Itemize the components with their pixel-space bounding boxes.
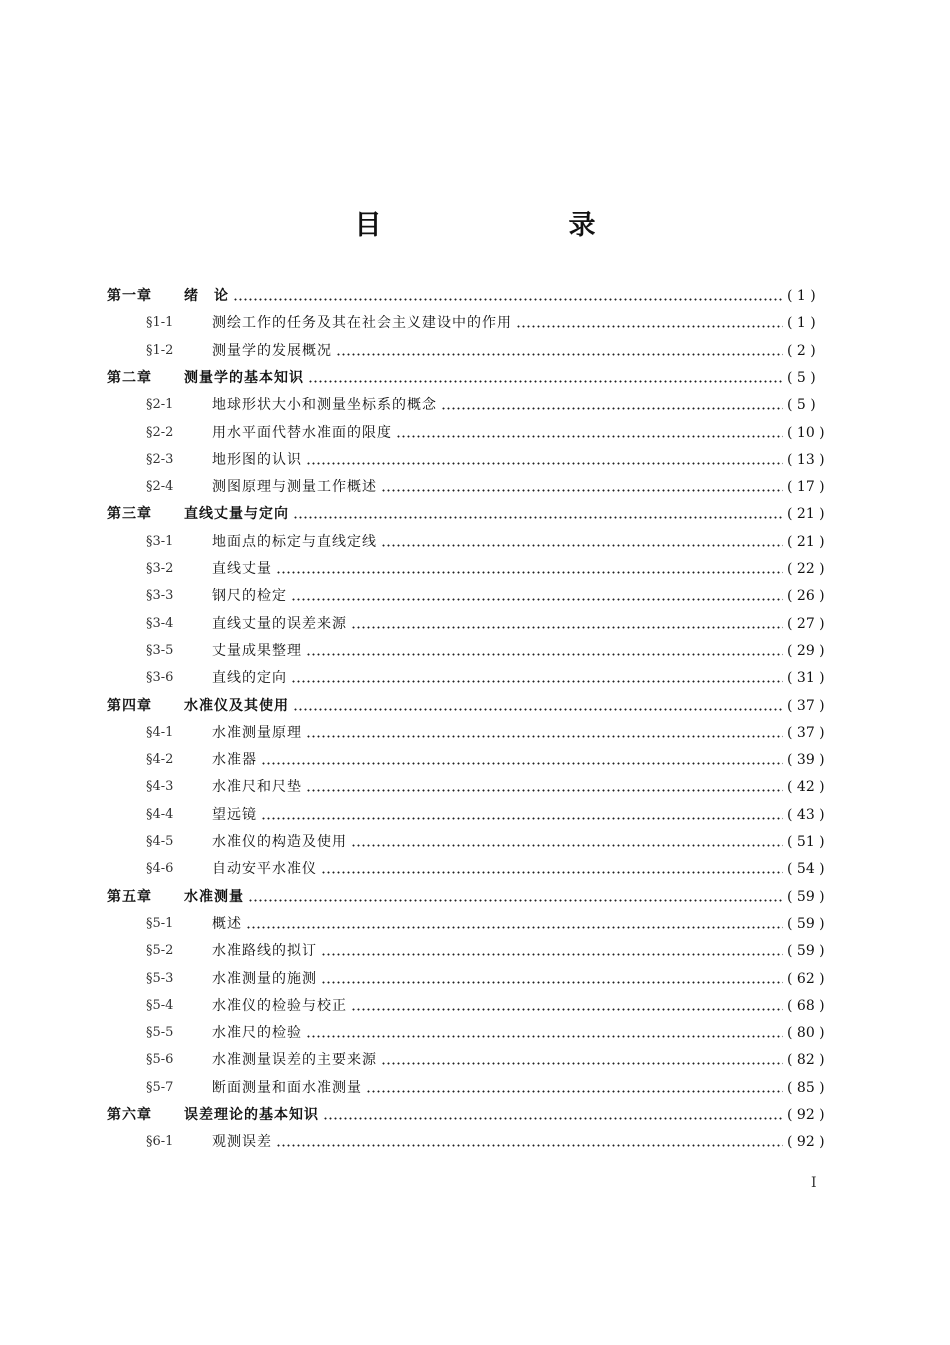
toc-section-row xyxy=(146,1075,837,1101)
toc-section-row xyxy=(146,856,837,882)
toc-section-row xyxy=(146,966,837,992)
section-number: §2-1 xyxy=(146,397,174,412)
page-reference: ( 5 ) xyxy=(787,397,816,413)
section-title: 钢尺的检定 xyxy=(212,588,287,604)
page-reference: ( 80 ) xyxy=(787,1025,825,1041)
dot-leader xyxy=(321,981,783,984)
page-reference: ( 92 ) xyxy=(787,1107,825,1123)
page-reference: ( 5 ) xyxy=(787,370,816,386)
toc-section-row xyxy=(146,392,837,418)
page-reference: ( 37 ) xyxy=(787,725,825,741)
section-title: 断面测量和面水准测量 xyxy=(212,1080,362,1096)
toc-section-row xyxy=(146,993,837,1019)
page-reference: ( 1 ) xyxy=(787,288,816,304)
dot-leader xyxy=(306,735,783,738)
toc-section-row xyxy=(146,447,837,473)
section-number: §5-4 xyxy=(146,998,174,1013)
page-reference: ( 59 ) xyxy=(787,889,825,905)
section-number: §3-5 xyxy=(146,643,174,658)
toc-section-row xyxy=(146,338,837,364)
toc-section-row xyxy=(146,665,837,691)
dot-leader xyxy=(248,899,783,902)
section-title: 直线丈量的误差来源 xyxy=(212,616,347,632)
dot-leader xyxy=(306,653,783,656)
page-reference: ( 85 ) xyxy=(787,1080,825,1096)
chapter-title: 误差理论的基本知识 xyxy=(184,1107,319,1123)
dot-leader xyxy=(381,544,783,547)
section-title: 水准器 xyxy=(212,752,257,768)
toc-section-row xyxy=(146,1020,837,1046)
section-title: 水准测量的施测 xyxy=(212,971,317,987)
page-reference: ( 31 ) xyxy=(787,670,825,686)
dot-leader xyxy=(306,462,783,465)
toc-chapter-row xyxy=(107,501,837,527)
section-number: §3-2 xyxy=(146,561,174,576)
page-reference: ( 13 ) xyxy=(787,452,825,468)
page-reference: ( 21 ) xyxy=(787,506,825,522)
section-title: 地形图的认识 xyxy=(212,452,302,468)
section-number: §5-5 xyxy=(146,1025,174,1040)
section-title: 测绘工作的任务及其在社会主义建设中的作用 xyxy=(212,315,512,331)
page-reference: ( 68 ) xyxy=(787,998,825,1014)
toc-section-row xyxy=(146,611,837,637)
chapter-number: 第二章 xyxy=(107,370,152,386)
section-number: §5-3 xyxy=(146,971,174,986)
dot-leader xyxy=(261,817,783,820)
section-number: §3-1 xyxy=(146,534,174,549)
toc-section-row xyxy=(146,774,837,800)
page-reference: ( 37 ) xyxy=(787,698,825,714)
section-title: 水准路线的拟订 xyxy=(212,943,317,959)
chapter-title: 直线丈量与定向 xyxy=(184,506,289,522)
section-number: §5-7 xyxy=(146,1080,174,1095)
page-reference: ( 17 ) xyxy=(787,479,825,495)
section-number: §1-1 xyxy=(146,315,174,330)
section-title: 自动安平水准仪 xyxy=(212,861,317,877)
page-reference: ( 39 ) xyxy=(787,752,825,768)
section-title: 地面点的标定与直线定线 xyxy=(212,534,377,550)
page-reference: ( 27 ) xyxy=(787,616,825,632)
section-title: 水准仪的构造及使用 xyxy=(212,834,347,850)
section-title: 测量学的发展概况 xyxy=(212,343,332,359)
dot-leader xyxy=(323,1117,783,1120)
section-title: 概述 xyxy=(212,916,242,932)
toc-section-row xyxy=(146,1129,837,1155)
section-title: 丈量成果整理 xyxy=(212,643,302,659)
toc-section-row xyxy=(146,720,837,746)
page-reference: ( 21 ) xyxy=(787,534,825,550)
toc-section-row xyxy=(146,938,837,964)
dot-leader xyxy=(336,353,783,356)
chapter-number: 第一章 xyxy=(107,288,152,304)
toc-section-row xyxy=(146,911,837,937)
toc-section-row xyxy=(146,583,837,609)
section-number: §5-1 xyxy=(146,916,174,931)
section-number: §3-3 xyxy=(146,588,174,603)
dot-leader xyxy=(276,1144,783,1147)
chapter-number: 第五章 xyxy=(107,889,152,905)
section-number: §2-3 xyxy=(146,452,174,467)
toc-section-row xyxy=(146,747,837,773)
page-reference: ( 42 ) xyxy=(787,779,825,795)
section-number: §2-2 xyxy=(146,425,174,440)
chapter-number: 第三章 xyxy=(107,506,152,522)
dot-leader xyxy=(291,598,783,601)
page-reference: ( 51 ) xyxy=(787,834,825,850)
dot-leader xyxy=(381,489,783,492)
chapter-title: 水准仪及其使用 xyxy=(184,698,289,714)
section-number: §4-3 xyxy=(146,779,174,794)
section-number: §1-2 xyxy=(146,343,174,358)
toc-section-row xyxy=(146,474,837,500)
section-title: 水准尺和尺垫 xyxy=(212,779,302,795)
section-title: 水准测量误差的主要来源 xyxy=(212,1052,377,1068)
dot-leader xyxy=(291,680,783,683)
section-title: 水准仪的检验与校正 xyxy=(212,998,347,1014)
dot-leader xyxy=(321,953,783,956)
page-number: I xyxy=(811,1175,817,1191)
section-title: 地球形状大小和测量坐标系的概念 xyxy=(212,397,437,413)
dot-leader xyxy=(261,762,783,765)
page-reference: ( 82 ) xyxy=(787,1052,825,1068)
section-number: §3-6 xyxy=(146,670,174,685)
section-title: 用水平面代替水准面的限度 xyxy=(212,425,392,441)
section-number: §4-2 xyxy=(146,752,174,767)
page-reference: ( 26 ) xyxy=(787,588,825,604)
section-number: §5-2 xyxy=(146,943,174,958)
dot-leader xyxy=(306,1035,783,1038)
section-title: 水准尺的检验 xyxy=(212,1025,302,1041)
page-reference: ( 54 ) xyxy=(787,861,825,877)
dot-leader xyxy=(246,926,783,929)
toc-chapter-row xyxy=(107,693,837,719)
chapter-number: 第六章 xyxy=(107,1107,152,1123)
section-title: 直线的定向 xyxy=(212,670,287,686)
section-title: 测图原理与测量工作概述 xyxy=(212,479,377,495)
dot-leader xyxy=(351,844,783,847)
dot-leader xyxy=(351,1008,783,1011)
page-title: 目 录 xyxy=(354,210,676,241)
section-number: §2-4 xyxy=(146,479,174,494)
dot-leader xyxy=(293,708,783,711)
page-reference: ( 59 ) xyxy=(787,943,825,959)
section-number: §4-4 xyxy=(146,807,174,822)
dot-leader xyxy=(293,516,783,519)
dot-leader xyxy=(396,435,783,438)
toc-section-row xyxy=(146,802,837,828)
section-number: §5-6 xyxy=(146,1052,174,1067)
page-reference: ( 29 ) xyxy=(787,643,825,659)
toc-section-row xyxy=(146,556,837,582)
section-title: 直线丈量 xyxy=(212,561,272,577)
chapter-number: 第四章 xyxy=(107,698,152,714)
toc-chapter-row xyxy=(107,283,837,309)
chapter-title: 水准测量 xyxy=(184,889,244,905)
section-number: §4-6 xyxy=(146,861,174,876)
chapter-title: 绪 论 xyxy=(184,288,229,304)
toc-chapter-row xyxy=(107,365,837,391)
dot-leader xyxy=(233,298,783,301)
section-number: §6-1 xyxy=(146,1134,174,1149)
toc-section-row xyxy=(146,638,837,664)
section-title: 观测误差 xyxy=(212,1134,272,1150)
dot-leader xyxy=(306,789,783,792)
page-reference: ( 10 ) xyxy=(787,425,825,441)
section-number: §3-4 xyxy=(146,616,174,631)
page-reference: ( 22 ) xyxy=(787,561,825,577)
toc-section-row xyxy=(146,829,837,855)
dot-leader xyxy=(308,380,783,383)
dot-leader xyxy=(351,626,783,629)
toc-section-row xyxy=(146,529,837,555)
toc-section-row xyxy=(146,1047,837,1073)
section-number: §4-5 xyxy=(146,834,174,849)
dot-leader xyxy=(276,571,783,574)
page-reference: ( 59 ) xyxy=(787,916,825,932)
page-reference: ( 62 ) xyxy=(787,971,825,987)
chapter-title: 测量学的基本知识 xyxy=(184,370,304,386)
dot-leader xyxy=(366,1090,783,1093)
page-reference: ( 92 ) xyxy=(787,1134,825,1150)
page-reference: ( 43 ) xyxy=(787,807,825,823)
toc-chapter-row xyxy=(107,1102,837,1128)
section-title: 水准测量原理 xyxy=(212,725,302,741)
toc-section-row xyxy=(146,310,837,336)
page-reference: ( 2 ) xyxy=(787,343,816,359)
dot-leader xyxy=(381,1062,783,1065)
dot-leader xyxy=(441,407,783,410)
dot-leader xyxy=(321,871,783,874)
page-reference: ( 1 ) xyxy=(787,315,816,331)
section-title: 望远镜 xyxy=(212,807,257,823)
toc-section-row xyxy=(146,420,837,446)
section-number: §4-1 xyxy=(146,725,174,740)
toc-chapter-row xyxy=(107,884,837,910)
dot-leader xyxy=(516,325,783,328)
